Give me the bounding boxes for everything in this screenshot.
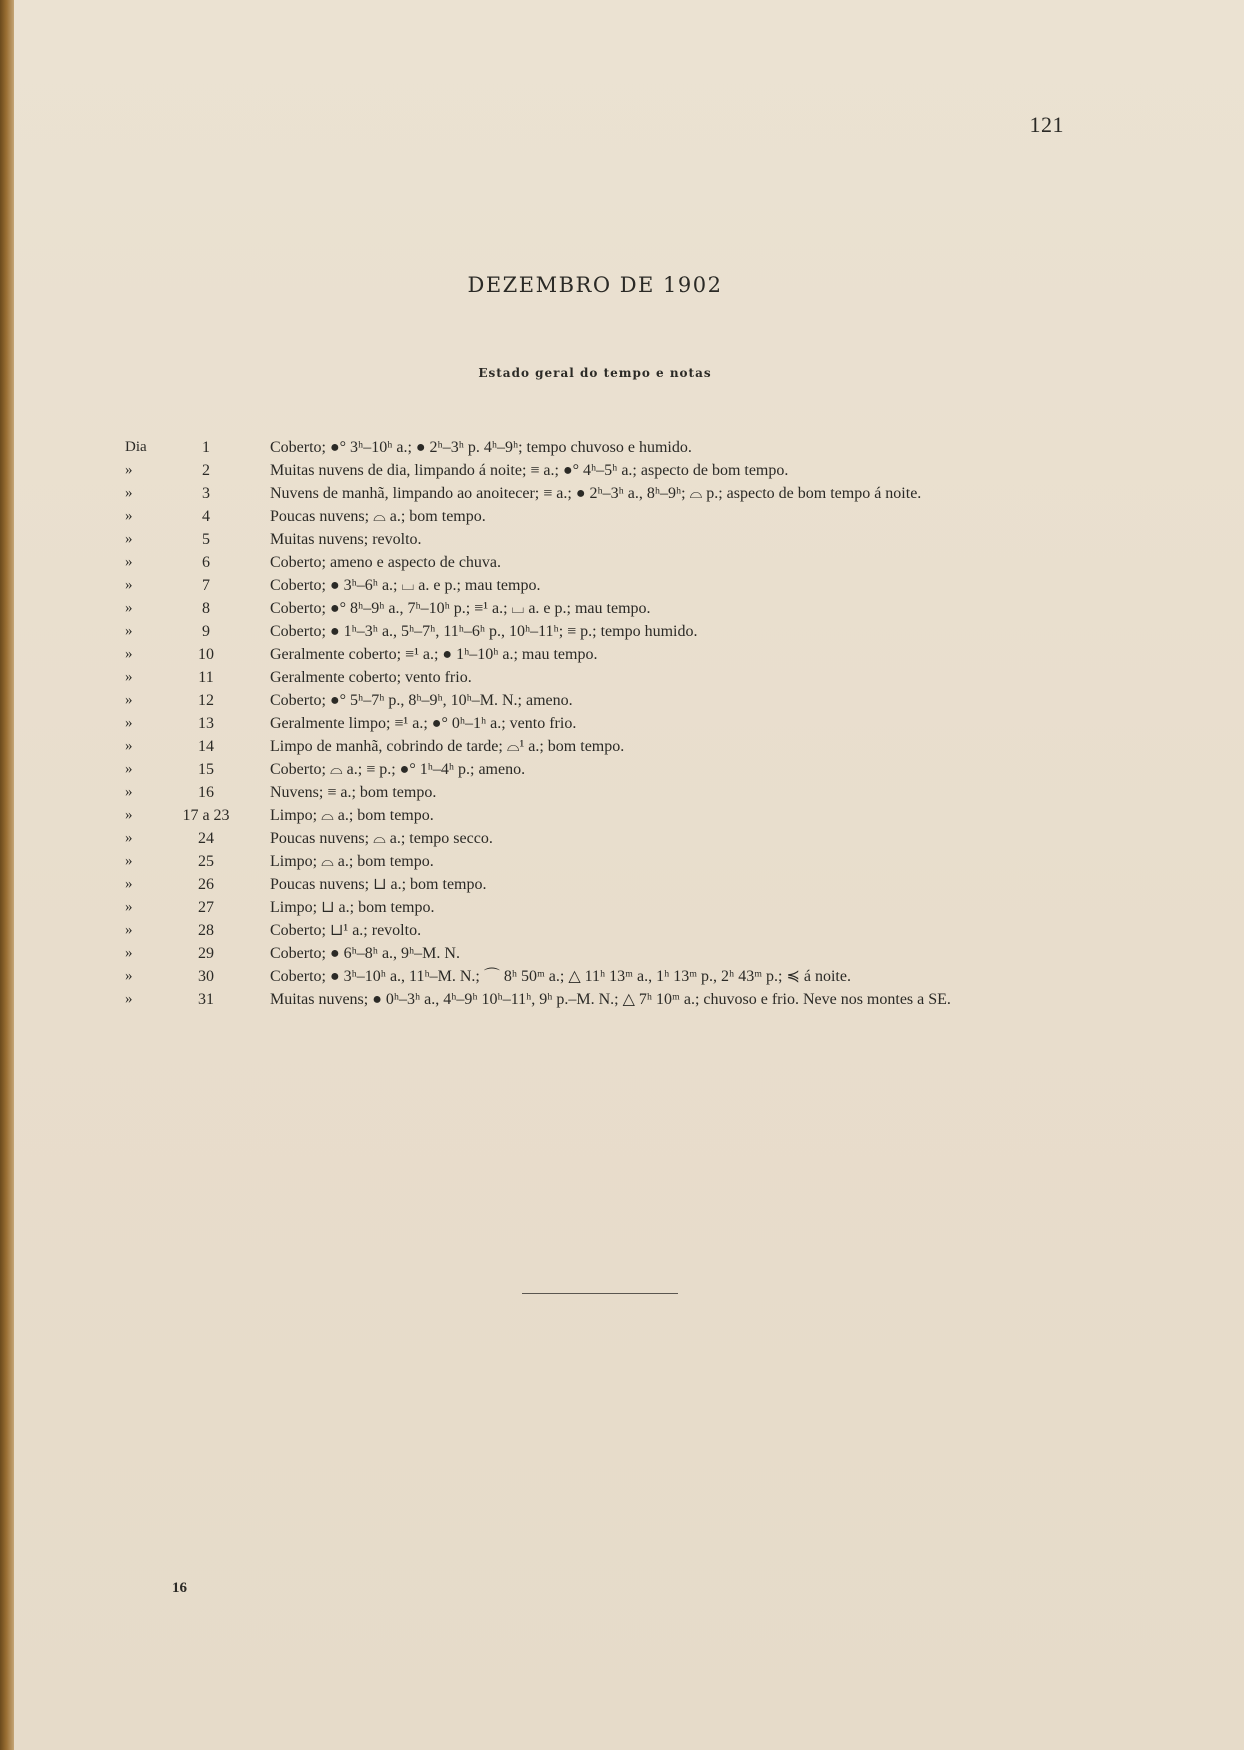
row-label: »: [125, 554, 133, 570]
row-label: »: [125, 784, 133, 800]
row-day: 4: [202, 508, 210, 525]
list-item: [0, 735, 1244, 758]
row-day: 5: [202, 531, 210, 548]
row-text: Muitas nuvens; ● 0ʰ–3ʰ a., 4ʰ–9ʰ 10ʰ–11ʰ, 9ʰ p.–M. N.; △ 7ʰ 10ᵐ a.; chuvoso e frio. Neve nos montes a SE.: [270, 991, 951, 1008]
row-label: »: [125, 807, 133, 823]
row-label: »: [125, 968, 133, 984]
row-text: Poucas nuvens; ⊔ a.; bom tempo.: [270, 876, 487, 893]
list-item: [0, 689, 1244, 712]
list-item: [0, 436, 1244, 459]
row-text: Coberto; ● 1ʰ–3ʰ a., 5ʰ–7ʰ, 11ʰ–6ʰ p., 10ʰ–11ʰ; ≡ p.; tempo humido.: [270, 623, 698, 640]
row-day: 3: [202, 485, 210, 502]
row-text: Geralmente coberto; ≡¹ a.; ● 1ʰ–10ʰ a.; mau tempo.: [270, 646, 598, 663]
list-item: [0, 781, 1244, 804]
signature-number: 16: [172, 1580, 187, 1596]
row-day: 17 a 23: [182, 807, 230, 824]
list-item: [0, 965, 1244, 988]
row-day: 28: [198, 922, 214, 939]
row-day: 1: [202, 439, 210, 456]
row-text: Coberto; ● 3ʰ–6ʰ a.; ⌴ a. e p.; mau tempo.: [270, 577, 541, 594]
row-label: »: [125, 876, 133, 892]
row-text: Coberto; ⊔¹ a.; revolto.: [270, 922, 422, 939]
row-text: Coberto; ● 6ʰ–8ʰ a., 9ʰ–M. N.: [270, 945, 460, 962]
row-day: 2: [202, 462, 210, 479]
list-item: [0, 827, 1244, 850]
row-label: »: [125, 830, 133, 846]
row-label: »: [125, 991, 133, 1007]
list-item: [0, 873, 1244, 896]
list-item: [0, 942, 1244, 965]
row-text: Limpo; ⌓ a.; bom tempo.: [270, 853, 434, 870]
row-day: 15: [198, 761, 214, 778]
row-day: 13: [198, 715, 214, 732]
list-item: [0, 850, 1244, 873]
list-item: [0, 459, 1244, 482]
row-label: »: [125, 462, 133, 478]
row-day: 11: [198, 669, 214, 686]
list-item: [0, 712, 1244, 735]
row-text: Nuvens; ≡ a.; bom tempo.: [270, 784, 437, 801]
row-label: »: [125, 853, 133, 869]
row-day: 16: [198, 784, 214, 801]
list-item: [0, 574, 1244, 597]
row-day: 12: [198, 692, 214, 709]
row-text: Muitas nuvens de dia, limpando á noite; ≡ a.; ●° 4ʰ–5ʰ a.; aspecto de bom tempo.: [270, 462, 789, 479]
row-text: Limpo; ⊔ a.; bom tempo.: [270, 899, 435, 916]
row-day: 14: [198, 738, 214, 755]
row-label: »: [125, 646, 133, 662]
row-label: Dia: [125, 439, 147, 455]
row-text: Poucas nuvens; ⌓ a.; tempo secco.: [270, 830, 493, 847]
row-label: »: [125, 692, 133, 708]
row-label: »: [125, 922, 133, 938]
list-item: [0, 597, 1244, 620]
row-text: Limpo; ⌓ a.; bom tempo.: [270, 807, 434, 824]
row-day: 7: [202, 577, 210, 594]
row-label: »: [125, 485, 133, 501]
row-label: »: [125, 715, 133, 731]
row-label: »: [125, 577, 133, 593]
row-text: Muitas nuvens; revolto.: [270, 531, 422, 548]
row-text: Coberto; ●° 3ʰ–10ʰ a.; ● 2ʰ–3ʰ p. 4ʰ–9ʰ; tempo chuvoso e humido.: [270, 439, 692, 456]
page-number: 121: [1029, 112, 1064, 137]
row-day: 29: [198, 945, 214, 962]
row-text: Poucas nuvens; ⌓ a.; bom tempo.: [270, 508, 486, 525]
list-item: [0, 988, 1244, 1034]
row-text: Geralmente limpo; ≡¹ a.; ●° 0ʰ–1ʰ a.; vento frio.: [270, 715, 577, 732]
row-label: »: [125, 738, 133, 754]
row-day: 10: [198, 646, 214, 663]
row-day: 25: [198, 853, 214, 870]
row-text: Coberto; ● 3ʰ–10ʰ a., 11ʰ–M. N.; ⌒ 8ʰ 50ᵐ a.; △ 11ʰ 13ᵐ a., 1ʰ 13ᵐ p., 2ʰ 43ᵐ p.; ≼ á noite.: [270, 968, 851, 985]
row-label: »: [125, 600, 133, 616]
row-text: Limpo de manhã, cobrindo de tarde; ⌓¹ a.; bom tempo.: [270, 738, 625, 755]
list-item: [0, 758, 1244, 781]
list-item: [0, 505, 1244, 528]
row-day: 27: [198, 899, 214, 916]
list-item: [0, 620, 1244, 643]
page-title: DEZEMBRO DE 1902: [467, 273, 723, 297]
row-text: Coberto; ameno e aspecto de chuva.: [270, 554, 502, 571]
row-day: 24: [198, 830, 214, 847]
weather-notes-list: [0, 436, 1244, 1034]
row-day: 30: [198, 968, 214, 985]
list-item: [0, 804, 1244, 827]
row-day: 9: [202, 623, 210, 640]
row-label: »: [125, 899, 133, 915]
list-item: [0, 643, 1244, 666]
row-day: 8: [202, 600, 210, 617]
divider-rule: [522, 1293, 678, 1294]
row-text: Geralmente coberto; vento frio.: [270, 669, 472, 686]
list-item: [0, 528, 1244, 551]
row-text: Coberto; ⌓ a.; ≡ p.; ●° 1ʰ–4ʰ p.; ameno.: [270, 761, 526, 778]
list-item: [0, 896, 1244, 919]
row-label: »: [125, 508, 133, 524]
row-label: »: [125, 623, 133, 639]
page-subtitle: Estado geral do tempo e notas: [478, 366, 712, 380]
row-day: 31: [198, 991, 214, 1008]
row-text: Nuvens de manhã, limpando ao anoitecer; ≡ a.; ● 2ʰ–3ʰ a., 8ʰ–9ʰ; ⌓ p.; aspecto de bom tempo á noite.: [270, 485, 922, 502]
row-label: »: [125, 761, 133, 777]
list-item: [0, 482, 1244, 505]
row-text: Coberto; ●° 8ʰ–9ʰ a., 7ʰ–10ʰ p.; ≡¹ a.; ⌴ a. e p.; mau tempo.: [270, 600, 651, 617]
row-text: Coberto; ●° 5ʰ–7ʰ p., 8ʰ–9ʰ, 10ʰ–M. N.; ameno.: [270, 692, 573, 709]
row-day: 26: [198, 876, 214, 893]
list-item: [0, 666, 1244, 689]
row-label: »: [125, 531, 133, 547]
row-label: »: [125, 669, 133, 685]
list-item: [0, 551, 1244, 574]
list-item: [0, 919, 1244, 942]
row-label: »: [125, 945, 133, 961]
row-day: 6: [202, 554, 210, 571]
